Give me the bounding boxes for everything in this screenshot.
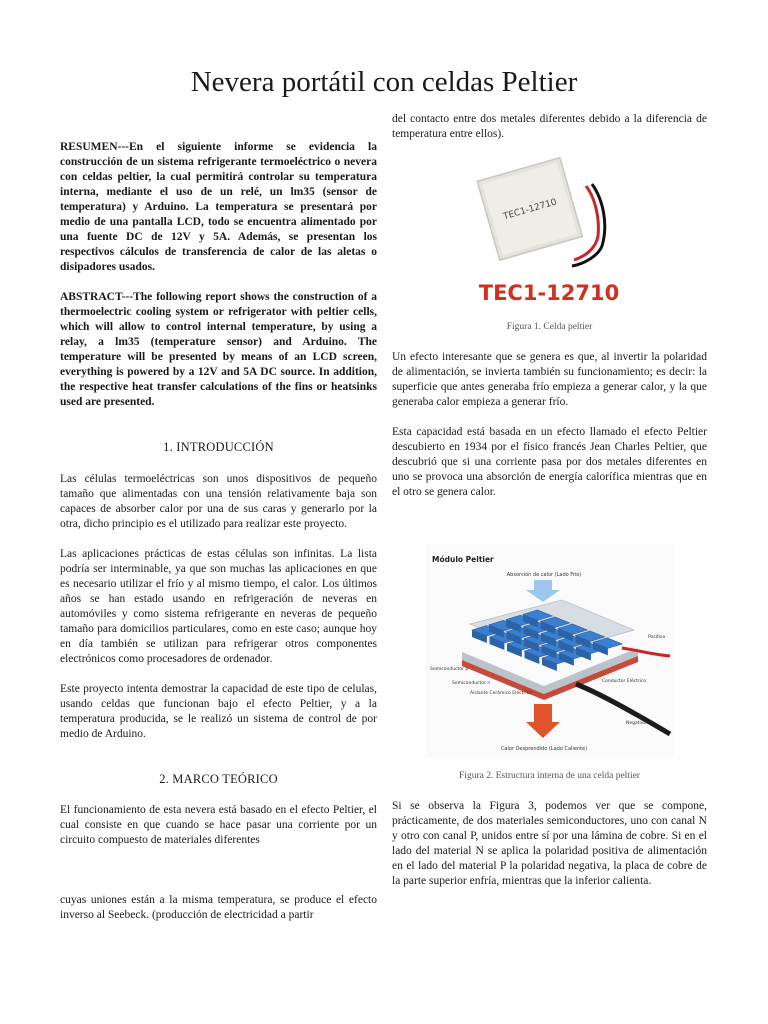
- right-paragraph-1: Un efecto interesante que se genera es que, al invertir la polaridad de alimentación, se invierta también su funcionamiento; es decir: la superficie que antes generaba frío empieza a generar calor, y la que generaba calor empieza a generar frío.: [392, 351, 707, 408]
- right-paragraph-3: Si se observa la Figura 3, podemos ver que se compone, prácticamente, de dos materiales semiconductores, uno con canal N y otro con canal P, unidos entre sí por una lámina de cobre. Si en el lado del material N se aplica la polaridad positiva de alimentación en el lado del material P la polaridad negativa, la placa de cobre de la parte superior enfría, mientras que la inferior calienta.: [392, 800, 707, 887]
- resumen-paragraph: [60, 140, 377, 275]
- figure-1-image: [474, 156, 624, 308]
- module-print-text: TEC1-12710: [502, 197, 558, 223]
- abstract-paragraph: [60, 290, 377, 410]
- insulator-label: Aislante Cerámico Eléctrico: [470, 691, 532, 696]
- figure-2-image: [426, 544, 674, 758]
- negative-label: Negativo: [626, 721, 647, 726]
- semi-p-label: Semiconductor p: [430, 667, 469, 672]
- semi-n-label: Semiconductor n: [452, 681, 491, 686]
- intro-paragraph-2: Las aplicaciones prácticas de estas células son infinitas. La lista podría ser interminable, ya que son muchas las aplicaciones en que es necesario utilizar el frío y al mismo tiempo, el calor. Los últimos años se han estado usando en refrigeración de neveras en automóviles y como sistema refrigerante en neveras de pequeño tamaño para domicilios particulares, como en este caso; aunque hoy en día también se utilizan para refrigerar otros componentes electrónicos como procesadores de ordenador.: [60, 548, 377, 665]
- abstract-label: ABSTRACT---: [60, 291, 134, 303]
- figure-1-caption: Figura 1. Celda peltier: [506, 322, 593, 332]
- intro-paragraph-3: Este proyecto intenta demostrar la capacidad de este tipo de celulas, usando celdas que funcionan bajo el efecto Peltier, y a la temperatura producida, se le realizó un sistema de control de por medio de Arduino.: [60, 683, 377, 740]
- right-paragraph-0: del contacto entre dos metales diferentes debido a la diferencia de temperatura entre ellos).: [392, 113, 707, 140]
- hot-side-label: Calor Desprendido (Lado Caliente): [500, 746, 588, 752]
- right-column-top: [392, 112, 707, 142]
- marco-paragraph-2: cuyas uniones están a la misma temperatura, se produce el efecto inverso al Seebeck. (producción de electricidad a partir: [60, 894, 377, 921]
- cold-side-label: Absorción de calor (Lado Frío): [506, 572, 582, 578]
- peltier-module-diagram: [426, 544, 674, 758]
- paper-title: Nevera portátil con celdas Peltier: [190, 66, 578, 98]
- abstract-text: The following report shows the construction of a thermoelectric cooling system or refrigerator with peltier cells, which will allow to control internal temperature, by using a relay, a lm35 (temperature sensor) and Arduino. The temperature will be presented by means of an LCD screen, everything is powered by a 12V and 5A DC source. In addition, the respective heat transfer calculations of the fins or heatsinks used are presented.: [60, 291, 377, 408]
- peltier-cell-illustration: [474, 156, 624, 308]
- marco-heading: 2. MARCO TEÓRICO: [159, 772, 278, 786]
- figure-1-label: TEC1-12710: [478, 281, 620, 305]
- resumen-label: RESUMEN---: [60, 141, 129, 153]
- module-heading: Módulo Peltier: [432, 555, 494, 564]
- figure-2-caption: Figura 2. Estructura interna de una celda peltier: [459, 771, 640, 781]
- conductor-label: Conductor Eléctrico: [602, 679, 647, 684]
- intro-heading: 1. INTRODUCCIÓN: [163, 440, 274, 454]
- right-column-bottom: [392, 799, 707, 889]
- left-column: [60, 140, 377, 923]
- right-paragraph-2: Esta capacidad está basada en un efecto llamado el efecto Peltier descubierto en 1934 por el físico francés Jean Charles Peltier, que descubrió que si una corriente pasa por dos metales diferentes en uno se provoca una absorción de energía calorífica mientras que en el otro se genera calor.: [392, 426, 707, 498]
- resumen-text: En el siguiente informe se evidencia la construcción de un sistema refrigerante termoeléctrico o nevera con celdas peltier, la cual permitirá controlar su temperatura interna, mediante el uso de un relé, un lm35 (sensor de temperatura) y Arduino. La temperatura se presentará por medio de una pantalla LCD, todo se encuentra alimentado por una fuente DC de 12V y 5A. Además, se presentan los respectivos cálculos de transferencia de calor de las aletas o disipadores usados.: [60, 141, 377, 273]
- marco-paragraph-1: El funcionamiento de esta nevera está basado en el efecto Peltier, el cual consiste en que cuando se hace pasar una corriente por un circuito compuesto de materiales diferentes: [60, 804, 377, 846]
- positive-label: Positivo: [648, 635, 666, 640]
- right-column-middle: [392, 350, 707, 500]
- intro-paragraph-1: Las células termoeléctricas son unos dispositivos de pequeño tamaño que alimentadas con una tensión relativamente baja son capaces de absorber calor por una de sus caras y generarlo por la otra, dicho principio es el utilizado para realizar este proyecto.: [60, 473, 377, 530]
